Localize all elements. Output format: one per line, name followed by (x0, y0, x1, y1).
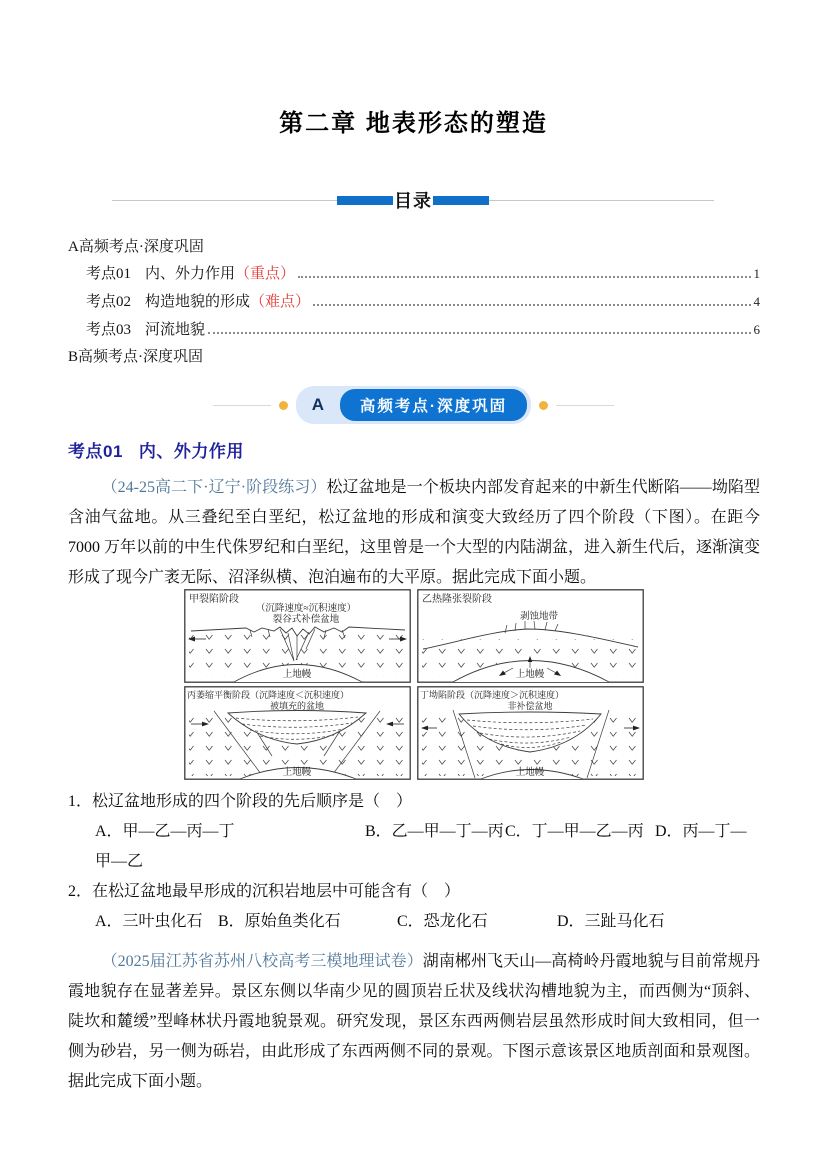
question-2-options (68, 907, 760, 937)
table-of-contents (68, 234, 760, 370)
kaodian01-label: 考点01 (68, 442, 123, 461)
toc-item-kaodian02[interactable] (68, 288, 760, 316)
toc-section-b: B高频考点·深度巩固 (68, 349, 204, 365)
question-group2-intro (68, 947, 760, 1097)
banner-dot-left (279, 401, 288, 410)
toc-rule-bar-right (433, 196, 489, 205)
panel-jia-label: 甲裂陷阶段 (189, 594, 239, 605)
question-block (68, 787, 760, 937)
page-title: 第二章 地表形态的塑造 (279, 110, 548, 137)
toc-item-label: 考点03 (86, 322, 132, 338)
toc-item-label: 考点02 (86, 294, 132, 310)
banner-line-left (213, 405, 271, 406)
figure-panel-jia (184, 589, 411, 683)
kaodian01-title: 内、外力作用 (138, 442, 244, 461)
question-intro-text: 湖南郴州飞天山—高椅岭丹霞地貌与目前常规丹霞地貌存在显著差异。景区东侧以华南少见的圆顶岩丘状及线状沟槽地貌为主，而西侧为“顶斜、陡坎和麓缓”型峰林状丹霞地貌景观。研究发现，景区东西两侧岩层虽然形成时间大致相同，但一侧为砂岩，另一侧为砾岩，由此形成了东西两侧不同的景观。下图示意该景区地质剖面和景观图。据此完成下面小题。 (68, 953, 760, 1090)
toc-item-kaodian01[interactable] (68, 260, 760, 288)
banner-text: 高频考点·深度巩固 (340, 389, 527, 421)
toc-page-number: 6 (753, 322, 760, 337)
panel-jia-mantle-label: 上地幔 (282, 670, 312, 680)
question-2-stem: 2．在松辽盆地最早形成的沉积岩地层中可能含有（ ） (68, 883, 461, 900)
toc-item-label: 考点01 (86, 266, 132, 282)
section-a-banner (0, 386, 827, 424)
option-2c[interactable]: C．恐龙化石 (397, 913, 488, 930)
option-2a[interactable]: A．三叶虫化石 (95, 913, 203, 930)
toc-rule-bar-left (337, 196, 393, 205)
option-1c[interactable]: C．丁—甲—乙—丙 (505, 823, 644, 840)
option-1b[interactable]: B．乙—甲—丁—丙 (365, 823, 504, 840)
toc-item-tag: （难点） (250, 294, 311, 310)
question-intro-text: 松辽盆地是一个板块内部发育起来的中新生代断陷——坳陷型含油气盆地。从三叠纪至白垩纪，松辽盆地的形成和演变大致经历了四个阶段（下图）。在距今 7000 万年以前的中生代侏罗纪和白垩纪，这里曾是一个大型的内陆湖盆，进入新生代后，逐渐演变形成了现今广袤无际、沼泽纵横、泡泊遍布的大平原。据此完成下面小题。 (68, 479, 761, 586)
question-1-stem: 1．松辽盆地形成的四个阶段的先后顺序是（ ） (68, 793, 413, 810)
toc-title: 目录 (394, 191, 432, 211)
toc-leader-dots (208, 319, 750, 334)
panel-bing-mantle-label: 上地幔 (282, 768, 312, 778)
toc-page-number: 4 (753, 294, 760, 309)
toc-item-name: 内、外力作用 (145, 266, 236, 282)
toc-rule-line-right (489, 200, 714, 201)
panel-jia-sub2: 裂谷式补偿盆地 (272, 615, 340, 625)
panel-jia-sub1: （沉降速度≈沉积速度） (255, 604, 357, 614)
banner-dot-right (539, 401, 548, 410)
panel-yi-label: 乙热隆张裂阶段 (422, 594, 492, 605)
kaodian01-heading (68, 437, 244, 462)
toc-rule-line-left (112, 200, 337, 201)
basin-evolution-figure (184, 589, 644, 780)
option-2b[interactable]: B．原始鱼类化石 (218, 913, 341, 930)
question-group1-intro (68, 473, 760, 593)
toc-item-name: 构造地貌的形成 (145, 294, 251, 310)
toc-leader-dots (313, 291, 750, 306)
panel-ding-sub1: 非补偿盆地 (507, 701, 553, 711)
toc-leader-dots (298, 263, 750, 278)
toc-item-kaodian03[interactable] (68, 316, 760, 344)
option-1d[interactable]: D．丙—丁—甲—乙 (95, 823, 747, 870)
question-1-number: 1． (68, 793, 93, 810)
toc-header (112, 188, 714, 212)
toc-item-tag: （重点） (235, 266, 296, 282)
panel-ding-label: 丁坳陷阶段（沉降速度＞沉积速度） (420, 690, 565, 700)
banner-line-right (556, 405, 614, 406)
panel-yi-sub1: 剥蚀地带 (519, 612, 559, 622)
panel-bing-label: 丙萎缩平衡阶段（沉降速度＜沉积速度） (187, 690, 350, 700)
toc-item-name: 河流地貌 (145, 322, 206, 338)
banner-letter: A (311, 395, 325, 414)
figure-panel-bing (184, 686, 411, 780)
question-source-tag: （2025届江苏省苏州八校高考三模地理试卷） (101, 953, 423, 970)
question-2-number: 2． (68, 883, 93, 900)
figure-panel-yi (417, 589, 644, 683)
panel-bing-sub1: 被填充的盆地 (269, 701, 325, 711)
toc-page-number: 1 (753, 266, 760, 281)
question-1-options (68, 817, 760, 877)
option-1a[interactable]: A．甲—乙—丙—丁 (95, 823, 235, 840)
toc-section-a: A高频考点·深度巩固 (68, 239, 204, 255)
panel-yi-mantle-label: 上地幔 (515, 670, 545, 680)
panel-ding-mantle-label: 上地幔 (515, 768, 545, 778)
banner-pill (296, 386, 531, 424)
question-source-tag: （24-25高二下·辽宁·阶段练习） (101, 479, 327, 496)
figure-panel-ding (417, 686, 644, 780)
option-2d[interactable]: D．三趾马化石 (557, 913, 665, 930)
